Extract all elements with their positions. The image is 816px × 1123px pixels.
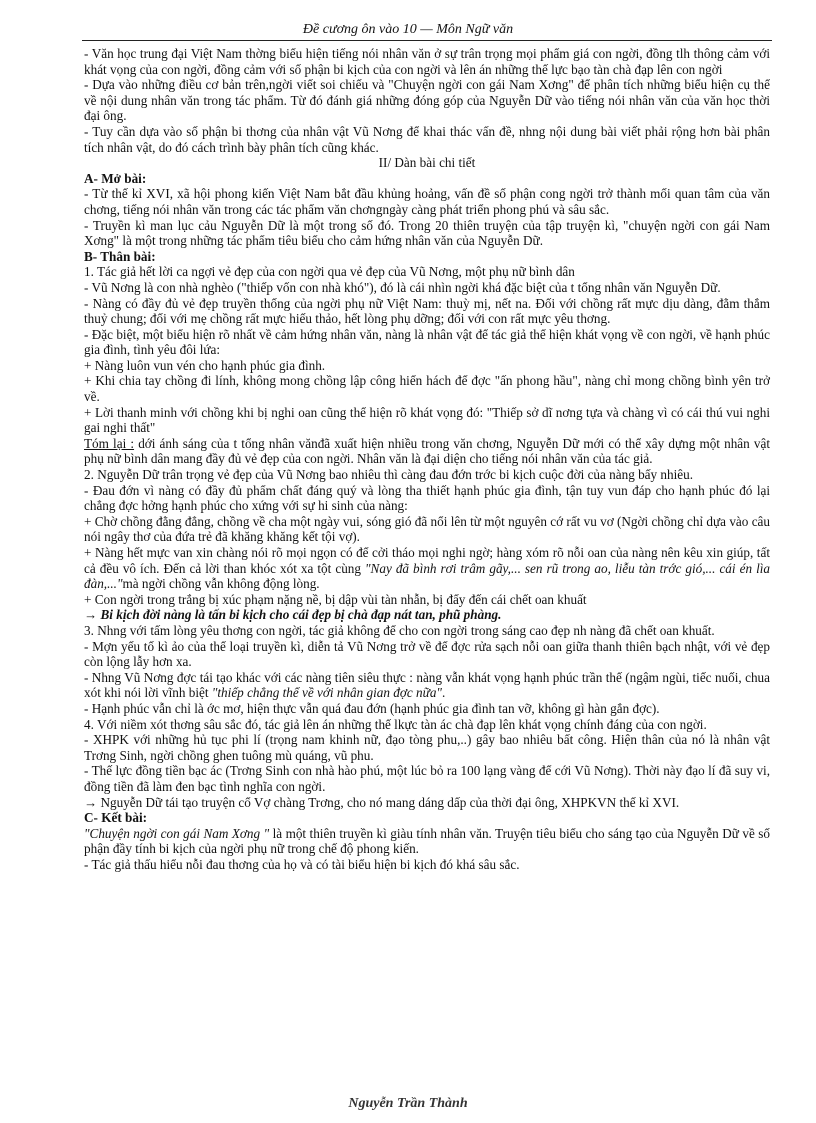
paragraph-17-quote: "thiếp chẳng thể về với nhân gian đợc nữa" — [211, 685, 442, 701]
conclusion-2-text: Nguyễn Dữ tái tạo truyện cổ Vợ chàng Trơng, cho nó mang dáng dấp của thời đại ông, XHPKVN thế kỉ XVI. — [97, 794, 680, 810]
than-bai-paragraph-4: - Đặc biệt, một biểu hiện rõ nhất về cảm hứng nhân văn, nàng là nhân vật để tác giả thể hiện khát vọng về con ngời, về hạnh phúc gia đình, tình yêu đôi lứa: — [84, 326, 770, 358]
summary-text: dới ánh sáng của t tổng nhân vănđã xuất hiện nhiều trong văn chơng, Nguyễn Dữ mới có thể xây dựng một nhân vật phụ nữ bình dân mang đầy đủ vẻ đẹp của con ngời. Nhân văn là đại diện cho tiếng nói nhân văn của tác giả. — [84, 435, 770, 467]
ket-bai-paragraph-2: - Tác giả thấu hiểu nỗi đau thơng của họ và có tài biểu hiện bi kịch đó khá sâu sắc. — [84, 856, 520, 872]
than-bai-conclusion-2 — [84, 795, 770, 811]
than-bai-paragraph-11: + Chờ chồng đằng đẳng, chồng về cha một ngày vui, sóng gió đã nổi lên từ một nguyên cớ rất vu vơ (Ngời chồng chỉ dựa vào câu nói ngây thơ của đứa trẻ đã khăng khăng kết tội vợ). — [84, 513, 770, 545]
intro-paragraph-2: - Dựa vào những điều cơ bản trên,ngời viết soi chiếu và "Chuyện ngời con gái Nam Xơng" để phân tích những biểu hiện cụ thể về nội dung nhân văn trong tác phẩm. Từ đó đánh giá những đóng góp của Nguyễn Dữ vào tiếng nói nhân văn của văn học thời đại ông. — [84, 77, 770, 124]
than-bai-paragraph-20: - XHPK với những hủ tục phi lí (trọng nam khinh nữ, đạo tòng phu,..) gây bao nhiêu bất công. Hiện thân của nó là nhân vật Trơng Sinh, ngời chồng ghen tuông mù quáng, vũ phu. — [84, 732, 770, 763]
ket-bai-paragraph-1 — [84, 826, 770, 857]
mo-bai-paragraph-2: - Truyền kì man lục cảu Nguyễn Dữ là một trong số đó. Trong 20 thiên truyện của tập truyện kì, "chuyện ngời con gái Nam Xơng" là một trong những tác phẩm tiêu biểu cho cảm hứng nhân văn của Nguyễn Dữ. — [84, 217, 770, 249]
than-bai-paragraph-3: - Nàng có đầy đủ vẻ đẹp truyền thống của ngời phụ nữ Việt Nam: thuỳ mị, nết na. Đối với chồng rất mực dịu dàng, đằm thắm thuỷ chung; đối với mẹ chồng rất mực hiếu thảo, hết lòng phụ dỡng; đối với con rất mực yêu thơng. — [84, 295, 770, 327]
than-bai-paragraph-6: + Khi chia tay chồng đi lính, không mong chồng lập công hiển hách để đợc "ấn phong hầu", nàng chỉ mong chồng bình yên trở về. — [84, 373, 770, 405]
than-bai-conclusion-1 — [84, 607, 770, 623]
than-bai-paragraph-15: 3. Nhng với tấm lòng yêu thơng con ngời, tác giả không để cho con ngời trong sáng cao đẹp nh nàng đã chết oan khuất. — [84, 622, 715, 638]
than-bai-paragraph-7: + Lời thanh minh với chồng khi bị nghi oan cũng thể hiện rõ khát vọng đó: "Thiếp sở dĩ nơng tựa và chàng vì có cái thú vui nghi gai nghi thất" — [84, 404, 770, 436]
than-bai-heading: B- Thân bài: — [84, 248, 156, 264]
than-bai-paragraph-13: + Con ngời trong trắng bị xúc phạm nặng nề, bị dập vùi tàn nhẫn, bị đẩy đến cái chết oan khuất — [84, 591, 587, 607]
intro-paragraph-1: - Văn học trung đại Việt Nam thờng biểu hiện tiếng nói nhân văn ở sự trân trọng mọi phẩm giá con ngời, đồng tlh thông cảm với khát vọng của con ngời, đồng cảm với số phận bi kịch của con ngời và lên án những thế lực bạo tàn chà đạp lên con ngời — [84, 46, 770, 77]
ket-bai-quote: "Chuyện ngời con gái Nam Xơng " — [84, 825, 270, 841]
mo-bai-heading: A- Mở bài: — [84, 170, 147, 186]
than-bai-paragraph-1: 1. Tác giả hết lời ca ngợi vẻ đẹp của con ngời qua vẻ đẹp của Vũ Nơng, một phụ nữ bình dân — [84, 264, 575, 280]
ket-bai-text: là một thiên truyền kì giàu tính nhân văn. Truyện tiêu biểu cho sáng tạo của Nguyễn Dữ về số phận đầy tính bi kịch của ngời phụ nữ trong chế độ phong kiến. — [84, 825, 770, 857]
header-divider — [82, 40, 772, 41]
than-bai-paragraph-19: 4. Với niềm xót thơng sâu sắc đó, tác giả lên án những thế lkực tàn ác chà đạp lên khát vọng chính đáng của con ngời. — [84, 716, 707, 732]
than-bai-paragraph-5: + Nàng luôn vun vén cho hạnh phúc gia đình. — [84, 357, 326, 373]
than-bai-paragraph-12 — [84, 545, 770, 592]
arrow-right-icon: → — [84, 794, 98, 810]
than-bai-paragraph-2: - Vũ Nơng là con nhà nghèo ("thiếp vốn con nhà khó"), đó là cái nhìn ngời khá đặc biệt của t tổng nhân văn Nguyễn Dữ. — [84, 279, 721, 295]
than-bai-paragraph-18: - Hạnh phúc vẫn chỉ là ớc mơ, hiện thực vẫn quá đau đớn (hạnh phúc gia đình tan vỡ, không gì hàn gắn đợc). — [84, 700, 660, 716]
conclusion-1-text: Bi kịch đời nàng là tấn bi kịch cho cái đẹp bị chà đạp nát tan, phũ phàng. — [100, 607, 502, 623]
than-bai-paragraph-10: - Đau đớn vì nàng có đầy đủ phẩm chất đáng quý và lòng tha thiết hạnh phúc gia đình, tận tuy vun đáp cho hạnh phúc đó lại chẳng đợc hởng hạnh phúc cho xứng với sự hi sinh của nàng: — [84, 482, 770, 514]
section-title: II/ Dàn bài chi tiết — [378, 155, 476, 171]
author-signature: Nguyễn Trần Thành — [348, 1096, 468, 1111]
paragraph-17-text-b: . — [441, 685, 446, 701]
than-bai-paragraph-17 — [84, 670, 770, 701]
than-bai-paragraph-9: 2. Nguyễn Dữ trân trọng vẻ đẹp của Vũ Nơng bao nhiêu thì càng đau đớn trớc bi kịch cuộc đời của nàng bấy nhiêu. — [84, 467, 694, 483]
paragraph-17-text-a: - Nhng Vũ Nơng đợc tái tạo khác với các nàng tiên siêu thực : nàng vẫn khát vọng hạnh phúc trần thế (ngậm ngùi, tiếc nuối, chua xót khi nói lời vĩnh biệt — [84, 669, 770, 701]
ket-bai-heading: C- Kết bài: — [84, 810, 147, 826]
arrow-right-icon: → — [84, 607, 98, 623]
than-bai-paragraph-16: - Mợn yếu tố kì ảo của thể loại truyền kì, diễn tả Vũ Nơng trở về để đợc rửa sạch nỗi oan giữa thanh thiên bạch nhật, với vẻ đẹp còn lộng lẫy hơn xa. — [84, 638, 770, 670]
page-header-title: Đề cương ôn vào 10 — Môn Ngữ văn — [302, 22, 514, 37]
document-body — [84, 46, 770, 872]
paragraph-12-text-a: + Nàng hết mực van xin chàng nói rõ mọi ngọn có để cởi tháo mọi nghi ngờ; hàng xóm rõ nỗi oan của nàng nên kêu xin giúp, tất cả đều vô ích. Đến cả lời than khóc xót xa tột cùng — [84, 545, 770, 576]
summary-label: Tóm lại : — [84, 435, 135, 451]
paragraph-12-text-b: mà ngời chồng vẫn không động lòng. — [122, 576, 320, 592]
mo-bai-paragraph-1: - Từ thế kỉ XVI, xã hội phong kiến Việt Nam bắt đầu khủng hoảng, vấn đề số phận cong ngời trở thành mối quan tâm của văn chơng, tiếng nói nhân văn trong các tác phẩm văn chơngngày càng phát triển phong phú và sâu sắc. — [84, 186, 770, 217]
than-bai-summary — [84, 436, 770, 467]
paragraph-12-quote: "Nay đã bình rơi trâm gãy,... sen rũ trong ao, liễu tàn trớc gió,... cái én lìa đàn,..." — [84, 560, 770, 592]
than-bai-paragraph-21: - Thế lực đồng tiền bạc ác (Trơng Sinh con nhà hào phú, một lúc bỏ ra 100 lạng vàng để cới Vũ Nơng). Thời này đạo lí đã suy vi, đồng tiền đã làm đen bạc tình nghĩa con ngời. — [84, 763, 770, 794]
intro-paragraph-3: - Tuy cần dựa vào số phận bi thơng của nhân vật Vũ Nơng để khai thác vấn đề, nhng nội dung bài viết phải rộng hơn bài phân tích nhân vật, do đó cách trình bày phân tích cũng khác. — [84, 123, 770, 155]
